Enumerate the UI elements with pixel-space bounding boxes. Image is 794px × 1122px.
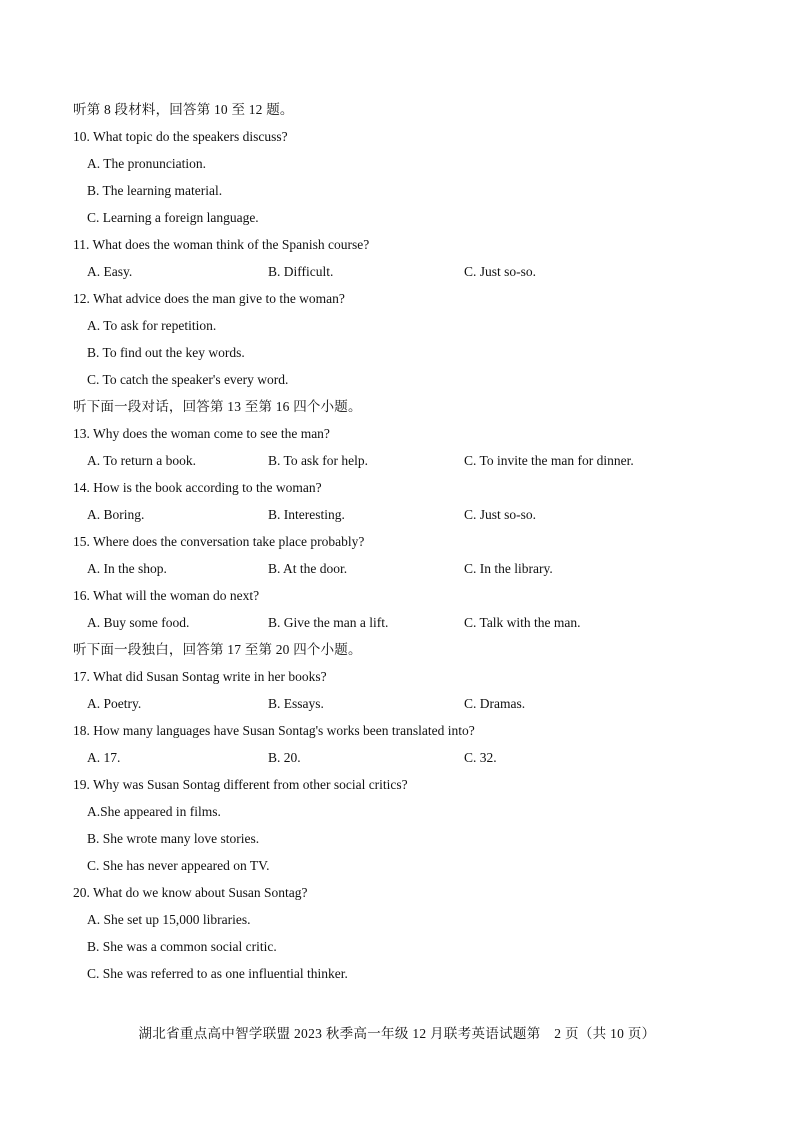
answer-option: A. Buy some food.	[87, 615, 190, 630]
answer-option: B. At the door.	[268, 561, 348, 576]
options-row	[73, 693, 733, 720]
section-header: 听下面一段对话，回答第 13 至第 16 四个小题。	[73, 399, 362, 414]
answer-option: B. The learning material.	[87, 183, 223, 198]
answer-option: A.She appeared in films.	[87, 804, 221, 819]
answer-option: B. Difficult.	[268, 264, 334, 279]
section-header: 听下面一段独白，回答第 17 至第 20 四个小题。	[73, 642, 362, 657]
answer-option: B. Interesting.	[268, 507, 345, 522]
answer-option: C. Learning a foreign language.	[87, 210, 259, 225]
answer-option: A. Poetry.	[87, 696, 142, 711]
answer-option: C. She was referred to as one influential thinker.	[87, 966, 348, 981]
question-stem: 17. What did Susan Sontag write in her books?	[73, 669, 327, 684]
answer-option: A. 17.	[87, 750, 121, 765]
question-stem: 12. What advice does the man give to the woman?	[73, 291, 345, 306]
answer-option: C. She has never appeared on TV.	[87, 858, 270, 873]
options-row	[73, 612, 733, 639]
answer-option: C. Just so-so.	[464, 507, 537, 522]
answer-option: B. Give the man a lift.	[268, 615, 389, 630]
question-stem: 19. Why was Susan Sontag different from other social critics?	[73, 777, 408, 792]
answer-option: C. In the library.	[464, 561, 553, 576]
answer-option: A. Easy.	[87, 264, 133, 279]
question-stem: 11. What does the woman think of the Spanish course?	[73, 237, 370, 252]
answer-option: A. The pronunciation.	[87, 156, 206, 171]
answer-option: C. To catch the speaker's every word.	[87, 372, 289, 387]
options-row	[73, 558, 733, 585]
answer-option: A. Boring.	[87, 507, 145, 522]
options-row	[73, 450, 733, 477]
answer-option: C. 32.	[464, 750, 497, 765]
answer-option: C. Talk with the man.	[464, 615, 581, 630]
options-row	[73, 747, 733, 774]
answer-option: A. To return a book.	[87, 453, 197, 468]
page-footer: 湖北省重点高中智学联盟 2023 秋季高一年级 12 月联考英语试题第 2 页（共 10 页）	[138, 1026, 656, 1041]
question-stem: 20. What do we know about Susan Sontag?	[73, 885, 308, 900]
answer-option: B. To ask for help.	[268, 453, 369, 468]
answer-option: B. She wrote many love stories.	[87, 831, 260, 846]
options-row	[73, 504, 733, 531]
answer-option: C. Just so-so.	[464, 264, 537, 279]
section-header: 听第 8 段材料，回答第 10 至 12 题。	[73, 102, 294, 117]
options-row	[73, 261, 733, 288]
answer-option: B. She was a common social critic.	[87, 939, 277, 954]
question-stem: 15. Where does the conversation take place probably?	[73, 534, 365, 549]
answer-option: B. 20.	[268, 750, 301, 765]
question-stem: 16. What will the woman do next?	[73, 588, 260, 603]
answer-option: A. She set up 15,000 libraries.	[87, 912, 251, 927]
answer-option: C. To invite the man for dinner.	[464, 453, 634, 468]
question-stem: 14. How is the book according to the woman?	[73, 480, 322, 495]
answer-option: C. Dramas.	[464, 696, 526, 711]
answer-option: A. To ask for repetition.	[87, 318, 217, 333]
answer-option: B. Essays.	[268, 696, 324, 711]
exam-content	[73, 99, 733, 990]
question-stem: 10. What topic do the speakers discuss?	[73, 129, 288, 144]
question-stem: 13. Why does the woman come to see the man?	[73, 426, 330, 441]
answer-option: A. In the shop.	[87, 561, 167, 576]
answer-option: B. To find out the key words.	[87, 345, 245, 360]
question-stem: 18. How many languages have Susan Sontag's works been translated into?	[73, 723, 475, 738]
